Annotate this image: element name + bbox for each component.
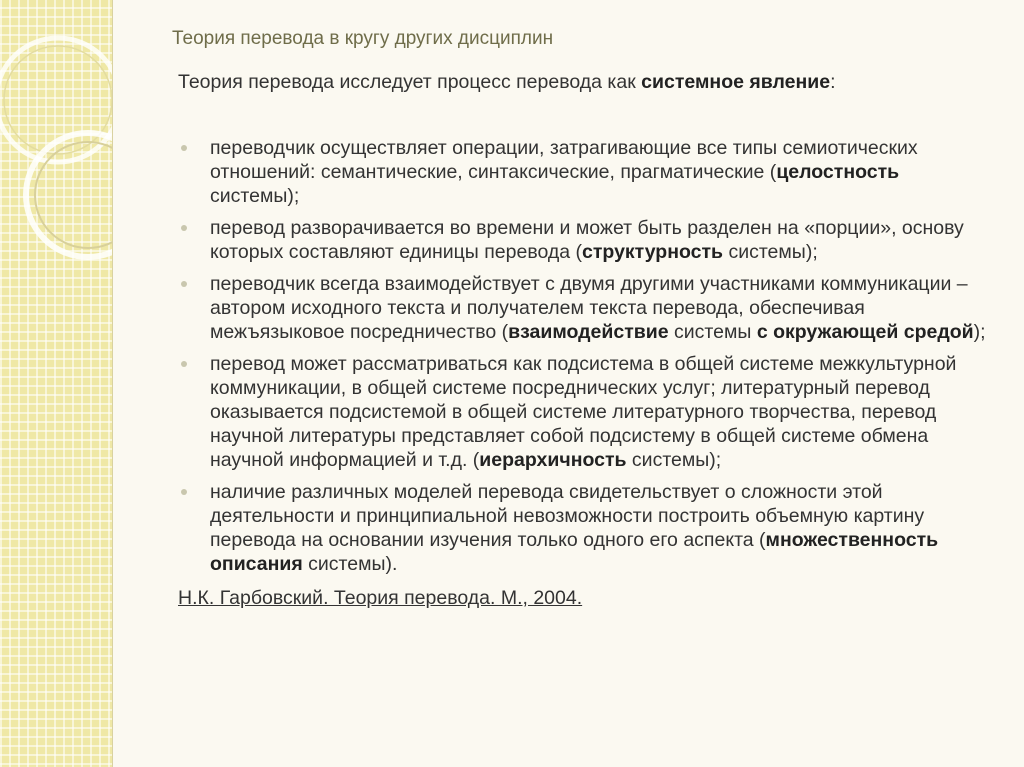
- intro-bold: системное явление: [641, 71, 831, 93]
- slide-body: [178, 70, 990, 610]
- bullet-text: наличие различных моделей перевода свидетельствует о сложности этой деятельности и принципиальной невозможности построить объемную картину перевода на основании изучения только одного его аспекта (: [210, 481, 925, 551]
- bullet-dot-icon: [181, 361, 187, 367]
- bullet-text-end: системы);: [626, 449, 722, 471]
- decorative-circles: [0, 0, 112, 767]
- bullet-text: переводчик осуществляет операции, затрагивающие все типы семиотических отношений: семантические, синтаксические, прагматические (: [210, 137, 918, 183]
- list-item: [178, 216, 990, 264]
- bullet-text-mid: системы: [668, 321, 757, 343]
- bullet-text: перевод разворачивается во времени и может быть разделен на «порции», основу которых составляют единицы перевода (: [210, 217, 964, 263]
- bullet-bold: множественность описания: [210, 529, 939, 575]
- bullet-text-end: системы);: [723, 241, 818, 263]
- intro-text: Теория перевода исследует процесс перевода как: [178, 71, 642, 93]
- decorative-sidebar: [0, 0, 113, 767]
- bullet-bold: иерархичность: [479, 449, 627, 471]
- citation-link[interactable]: Н.К. Гарбовский. Теория перевода. М., 2004.: [178, 587, 583, 609]
- bullet-bold-2: с окружающей средой: [756, 321, 974, 343]
- intro-after: :: [830, 71, 836, 93]
- bullet-dot-icon: [181, 281, 187, 287]
- bullet-text-end: );: [973, 321, 986, 343]
- bullet-bold: структурность: [582, 241, 724, 263]
- bullet-text-end: системы).: [302, 553, 398, 575]
- bullet-text: перевод может рассматриваться как подсистема в общей системе межкультурной коммуникации, в общей системе посреднических услуг; литературный перевод оказывается подсистемой в общей системе литературного творчества, перевод научной литературы представляет собой подсистему в общей системе обмена научной информацией и т.д. (: [210, 353, 957, 471]
- list-item: [178, 272, 990, 344]
- bullet-text-end: системы);: [210, 185, 300, 207]
- intro-paragraph: [178, 70, 990, 94]
- bullet-dot-icon: [181, 489, 187, 495]
- list-item: [178, 136, 990, 208]
- bullet-dot-icon: [181, 225, 187, 231]
- slide-title: Теория перевода в кругу других дисциплин: [172, 28, 554, 49]
- bullet-bold: целостность: [776, 161, 900, 183]
- bullet-text: переводчик всегда взаимодействует с двумя другими участниками коммуникации – автором исходного текста и получателем текста перевода, обеспечивая межъязыковое посредничество (: [210, 273, 968, 343]
- list-item: [178, 480, 990, 576]
- small-circle: [26, 133, 112, 257]
- bullet-dot-icon: [181, 145, 187, 151]
- bullet-list: [178, 136, 990, 576]
- bullet-bold: взаимодействие: [508, 321, 669, 343]
- list-item: [178, 352, 990, 472]
